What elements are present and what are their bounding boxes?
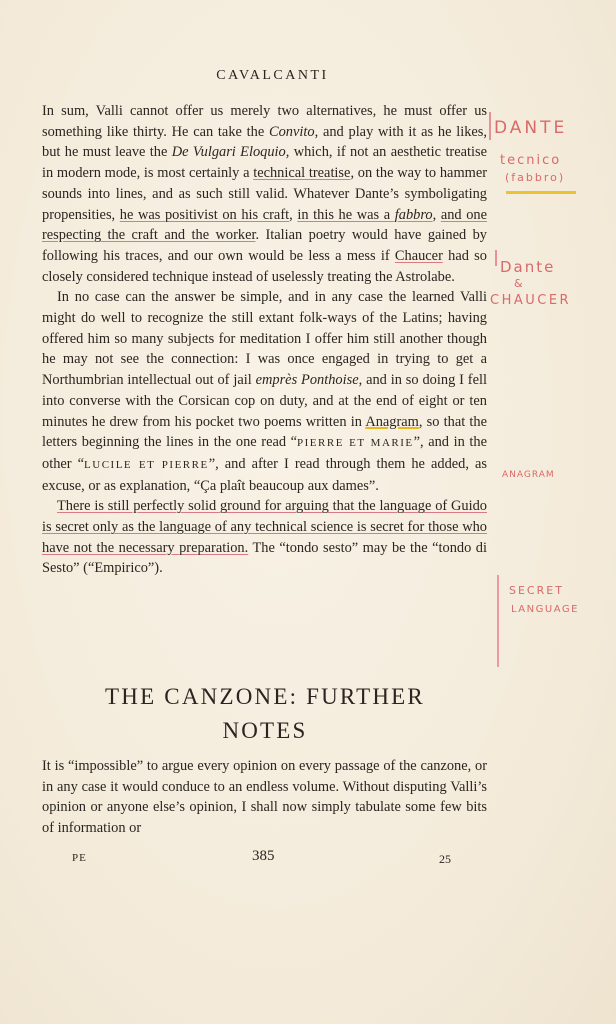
underlined-phrase: he was positivist on his craft	[119, 206, 290, 223]
underlined-phrase: in this he was a	[297, 206, 395, 223]
underlined-phrase: Chaucer	[394, 247, 443, 264]
paragraph-3: There is still perfectly solid ground for arguing that the language of Guido is secret only as the language of any technical science is secret for those who have not the necessary preparation. The “tondo sesto” may be the “tondo di Sesto” (“Empirico”).	[42, 498, 487, 577]
underlined-phrase: and one respecting the craft and the worker	[42, 206, 487, 244]
paragraph-1: In sum, Valli cannot offer us merely two alternatives, he must offer us something like thirty. He can take the Convito, and play with it as he likes, but he must leave the De Vulgari Eloquio, which, if not an aesthetic treatise in modern mode, is most certainly a technical treatise, on the way to hammer sounds into lines, and as such still valid. Whatever Dante’s symboligating propensities, he was positivist on his craft, in this he was a fabbro, and one respecting the craft and the worker. Italian poetry would have gained by following his traces, and our own would be less a mess if Chaucer had so closely considered technique instead of uselessly treating the Astrolabe.	[42, 103, 488, 285]
paragraph-2: In no case can the answer be simple, and in any case the learned Valli might do well to recognize the still extant folk-ways of the Latins; having offered him so many subjects for meditation I offer him still another though he may not see the connection: I was once engaged in trying to get a Northumbrian intellectual out of jail emprès Ponthoise, and in so doing I fell into converse with the Corsican cop on duty, and at the end of eight or ten minutes he drew from his pocket two poems written in Anagram, so that the letters beginning the lines in the one read “PIERRE ET MARIE”, and in the other “LUCILE ET PIERRE”, and after I read through them he added, as excuse, or as explanation, “Ça plaît beaucoup aux dames”.	[42, 289, 488, 494]
heading-line-2: NOTES	[222, 718, 308, 743]
highlighted-word: Anagram	[365, 413, 419, 430]
margin-note-tecnico: tecnico	[500, 153, 562, 168]
margin-bracket	[497, 575, 499, 667]
margin-bracket	[495, 250, 497, 266]
running-head: CAVALCANTI	[216, 68, 329, 83]
margin-note-language: LANGUAGE	[511, 604, 579, 615]
yellow-highlight-mark	[506, 191, 576, 194]
page-number: 385	[252, 848, 275, 864]
paragraph-4: It is “impossible” to argue every opinion on every passage of the canzone, or in any case it would conduce to an endless volume. Without disputing Valli’s opinion or anyone else’s opinion, I shall now simply tabulate some few bits of information or	[42, 758, 487, 837]
underlined-phrase: technical treatise	[253, 165, 351, 182]
gathering-number: 25	[439, 852, 451, 866]
underlined-passage: There is still perfectly solid ground for arguing that the language of Guido is secret only as the language of any technical science is secret for those who have not the necessary preparation.	[42, 498, 487, 556]
margin-note-secret: SECRET	[509, 584, 564, 597]
margin-note-dante: DANTE	[494, 118, 568, 138]
margin-note-chaucer: CHAUCER	[490, 293, 572, 308]
heading-line-1: THE CANZONE: FURTHER	[105, 684, 425, 709]
margin-bracket	[489, 112, 491, 140]
signature-mark: PE	[72, 852, 87, 864]
body-text-2	[42, 756, 487, 839]
margin-note-anagram: ANAGRAM	[502, 470, 555, 480]
section-heading	[40, 680, 490, 748]
body-text	[42, 101, 487, 579]
margin-note-fabbro: (fabbro)	[505, 171, 566, 184]
underlined-phrase: fabbro	[394, 206, 433, 223]
margin-note-ampersand: &	[514, 277, 525, 290]
margin-note-dante-2: Dante	[500, 258, 556, 276]
